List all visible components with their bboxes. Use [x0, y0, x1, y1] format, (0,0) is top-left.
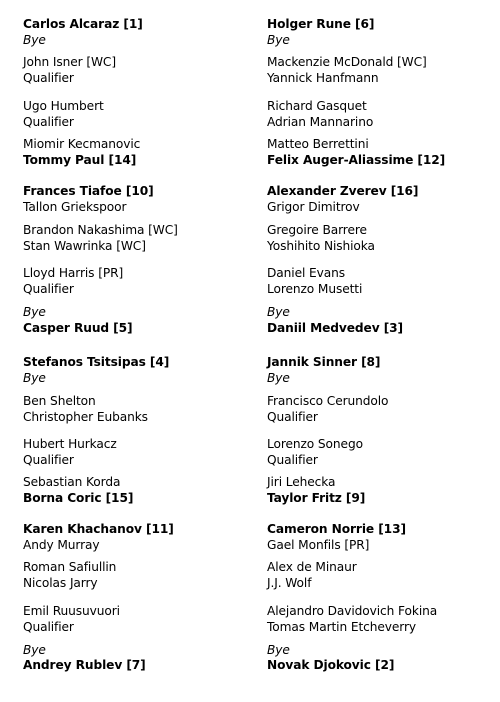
right-entry-grigor-dimitrov: Grigor Dimitrov: [267, 200, 360, 214]
left-entry-andrey-rublev-7: Andrey Rublev [7]: [23, 658, 146, 672]
right-entry-alexander-zverev-16: Alexander Zverev [16]: [267, 184, 419, 198]
right-entry-jiri-lehecka: Jiri Lehecka: [267, 475, 336, 489]
right-entry-bye: Bye: [267, 643, 290, 657]
left-entry-karen-khachanov-11: Karen Khachanov [11]: [23, 522, 174, 536]
left-entry-hubert-hurkacz: Hubert Hurkacz: [23, 437, 117, 451]
left-entry-miomir-kecmanovic: Miomir Kecmanovic: [23, 137, 141, 151]
left-entry-qualifier: Qualifier: [23, 453, 74, 467]
right-entry-taylor-fritz-9: Taylor Fritz [9]: [267, 491, 366, 505]
right-entry-alejandro-davidovich-fokina: Alejandro Davidovich Fokina: [267, 604, 438, 618]
right-entry-gael-monfils-pr: Gael Monfils [PR]: [267, 538, 370, 552]
right-entry-daniel-evans: Daniel Evans: [267, 266, 345, 280]
left-entry-bye: Bye: [23, 371, 46, 385]
left-entry-stan-wawrinka-wc: Stan Wawrinka [WC]: [23, 239, 146, 253]
right-entry-adrian-mannarino: Adrian Mannarino: [267, 115, 374, 129]
left-entry-bye: Bye: [23, 643, 46, 657]
right-entry-jannik-sinner-8: Jannik Sinner [8]: [267, 355, 381, 369]
left-entry-ben-shelton: Ben Shelton: [23, 394, 96, 408]
left-entry-carlos-alcaraz-1: Carlos Alcaraz [1]: [23, 17, 143, 31]
right-entry-felix-auger-aliassime-12: Felix Auger-Aliassime [12]: [267, 153, 446, 167]
right-entry-holger-rune-6: Holger Rune [6]: [267, 17, 375, 31]
right-entry-mackenzie-mcdonald-wc: Mackenzie McDonald [WC]: [267, 55, 427, 69]
left-entry-tommy-paul-14: Tommy Paul [14]: [23, 153, 137, 167]
right-entry-lorenzo-musetti: Lorenzo Musetti: [267, 282, 363, 296]
right-entry-novak-djokovic-2: Novak Djokovic [2]: [267, 658, 395, 672]
right-entry-richard-gasquet: Richard Gasquet: [267, 99, 367, 113]
right-entry-bye: Bye: [267, 305, 290, 319]
left-entry-qualifier: Qualifier: [23, 115, 74, 129]
left-entry-lloyd-harris-pr: Lloyd Harris [PR]: [23, 266, 124, 280]
left-entry-stefanos-tsitsipas-4: Stefanos Tsitsipas [4]: [23, 355, 170, 369]
left-entry-brandon-nakashima-wc: Brandon Nakashima [WC]: [23, 223, 178, 237]
right-entry-j-j-wolf: J.J. Wolf: [267, 576, 312, 590]
right-entry-yannick-hanfmann: Yannick Hanfmann: [267, 71, 379, 85]
right-entry-qualifier: Qualifier: [267, 410, 318, 424]
left-entry-borna-coric-15: Borna Coric [15]: [23, 491, 134, 505]
right-entry-bye: Bye: [267, 33, 290, 47]
right-entry-bye: Bye: [267, 371, 290, 385]
left-entry-casper-ruud-5: Casper Ruud [5]: [23, 321, 133, 335]
left-entry-bye: Bye: [23, 305, 46, 319]
left-entry-andy-murray: Andy Murray: [23, 538, 100, 552]
left-entry-nicolas-jarry: Nicolas Jarry: [23, 576, 98, 590]
left-entry-bye: Bye: [23, 33, 46, 47]
right-entry-lorenzo-sonego: Lorenzo Sonego: [267, 437, 363, 451]
right-entry-francisco-cerundolo: Francisco Cerundolo: [267, 394, 389, 408]
left-entry-christopher-eubanks: Christopher Eubanks: [23, 410, 148, 424]
left-entry-ugo-humbert: Ugo Humbert: [23, 99, 104, 113]
right-entry-cameron-norrie-13: Cameron Norrie [13]: [267, 522, 406, 536]
right-entry-yoshihito-nishioka: Yoshihito Nishioka: [267, 239, 375, 253]
left-entry-qualifier: Qualifier: [23, 282, 74, 296]
right-entry-daniil-medvedev-3: Daniil Medvedev [3]: [267, 321, 404, 335]
left-entry-john-isner-wc: John Isner [WC]: [23, 55, 116, 69]
left-entry-emil-ruusuvuori: Emil Ruusuvuori: [23, 604, 120, 618]
right-entry-alex-de-minaur: Alex de Minaur: [267, 560, 357, 574]
left-entry-roman-safiullin: Roman Safiullin: [23, 560, 117, 574]
left-entry-sebastian-korda: Sebastian Korda: [23, 475, 121, 489]
left-entry-frances-tiafoe-10: Frances Tiafoe [10]: [23, 184, 154, 198]
left-entry-qualifier: Qualifier: [23, 620, 74, 634]
left-entry-qualifier: Qualifier: [23, 71, 74, 85]
right-entry-matteo-berrettini: Matteo Berrettini: [267, 137, 369, 151]
right-entry-qualifier: Qualifier: [267, 453, 318, 467]
right-entry-gregoire-barrere: Gregoire Barrere: [267, 223, 367, 237]
left-entry-tallon-griekspoor: Tallon Griekspoor: [23, 200, 127, 214]
right-entry-tomas-martin-etcheverry: Tomas Martin Etcheverry: [267, 620, 416, 634]
